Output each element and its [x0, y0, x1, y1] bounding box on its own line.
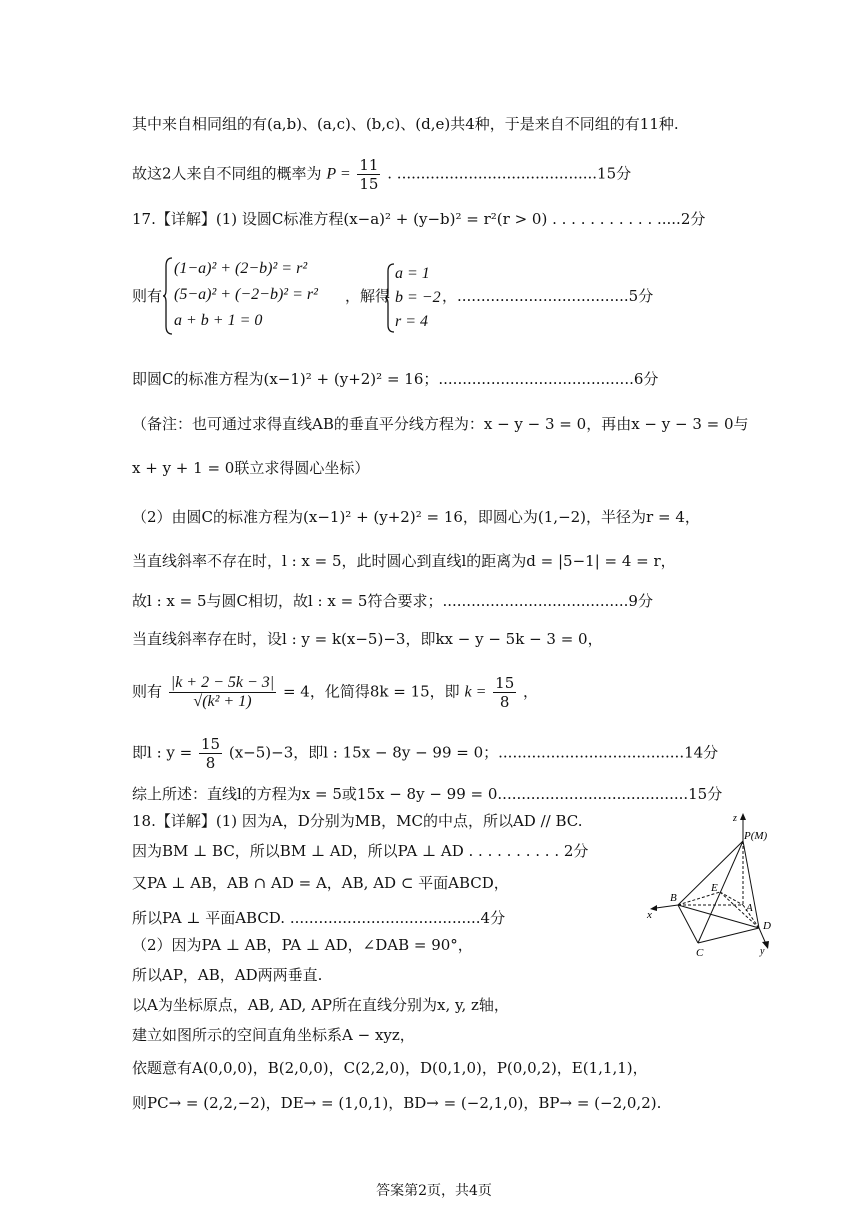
system-eq-3: a + b + 1 = 0 [174, 312, 263, 329]
label-y: y [760, 946, 765, 957]
line-16: 因为BM ⊥ BC，所以BM ⊥ AD，所以PA ⊥ AD . . . . . . . . . . 2分 [132, 842, 589, 860]
edge-CD [698, 928, 759, 943]
solution-system [395, 262, 441, 334]
x-axis [656, 905, 678, 908]
slope-numerator: 15 [200, 735, 221, 753]
line-24: 则PC→ = (2,2,−2)，DE→ = (1,0,1)，BD→ = (−2,1,0)，BP→ = (−2,0,2). [132, 1094, 662, 1112]
k-fraction [493, 674, 516, 711]
fraction-denominator: 15 [359, 175, 379, 193]
z-arrow [740, 813, 746, 820]
line-13 [132, 735, 718, 772]
system-eq-1: (1−a)² + (2−b)² = r² [174, 260, 308, 277]
slope-fraction [199, 735, 222, 772]
fraction-numerator: 11 [359, 156, 379, 174]
line-2-post: . ..........................................15分 [387, 164, 632, 183]
line-12-mid: = 4，化简得8k = 15，即 [282, 682, 460, 701]
label-E: E [711, 882, 718, 894]
line-22: 建立如图所示的空间直角坐标系A − xyz， [132, 1026, 415, 1044]
solution-r: r = 4 [395, 313, 429, 330]
edge-PD [743, 841, 759, 928]
line-12 [132, 674, 538, 711]
k-symbol: k = [464, 683, 487, 701]
line-12-post: ， [523, 682, 539, 701]
line-23: 依题意有A(0,0,0)，B(2,0,0)，C(2,2,0)，D(0,1,0)，P(0,0,2)，E(1,1,1)， [132, 1059, 648, 1077]
label-A: A [746, 902, 753, 914]
distance-fraction [169, 674, 276, 711]
line-8: （2）由圆C的标准方程为(x−1)² + (y+2)² = 16，即圆心为(1,−2)，半径为r = 4， [132, 508, 700, 526]
system-eq-2: (5−a)² + (−2−b)² = r² [174, 286, 318, 303]
label-B: B [670, 892, 677, 904]
line-18: 所以PA ⊥ 平面ABCD. ........................................4分 [132, 909, 506, 927]
equation-system [174, 256, 318, 334]
slope-denominator: 8 [205, 754, 216, 772]
label-z: z [733, 813, 737, 824]
k-denominator: 8 [499, 693, 510, 711]
line-4-mid: ，解得 [345, 287, 391, 305]
line-3: 17.【详解】(1) 设圆C标准方程(x−a)² + (y−b)² = r²(r > 0) . . . . . . . . . . . .....2分 [132, 210, 706, 228]
line-17: 又PA ⊥ AB，AB ∩ AD = A，AB, AD ⊂ 平面ABCD， [132, 874, 509, 892]
line-4-post: ，....................................5分 [442, 287, 654, 305]
line-19: （2）因为PA ⊥ AB，PA ⊥ AD，∠DAB = 90°， [132, 936, 473, 954]
solution-a: a = 1 [395, 265, 430, 282]
label-P: P(M) [744, 830, 768, 842]
line-6: （备注：也可通过求得直线AB的垂直平分线方程为：x − y − 3 = 0，再由x − y − 3 = 0与 [132, 415, 749, 433]
line-9: 当直线斜率不存在时，l : x = 5，此时圆心到直线l的距离为d = |5−1| = 4 = r， [132, 552, 676, 570]
line-11: 当直线斜率存在时，设l : y = k(x−5)−3，即kx − y − 5k − 3 = 0， [132, 630, 603, 648]
line-20: 所以AP，AB，AD两两垂直. [132, 966, 323, 984]
line-12-pre: 则有 [132, 682, 163, 701]
line-2-pre: 故这2人来自不同组的概率为 [132, 164, 322, 183]
line-5: 即圆C的标准方程为(x−1)² + (y+2)² = 16；.........................................6分 [132, 370, 659, 388]
line-14: 综上所述：直线l的方程为x = 5或15x − 8y − 99 = 0........................................15分 [132, 785, 723, 803]
edge-BC [678, 905, 698, 943]
line-7: x + y + 1 = 0联立求得圆心坐标） [132, 459, 370, 477]
probability-symbol: P = [326, 165, 351, 183]
page-footer: 答案第2页，共4页 [376, 1183, 492, 1199]
label-C: C [696, 947, 704, 959]
probability-fraction [357, 156, 380, 193]
geometry-figure [640, 808, 790, 963]
line-13-pre: 即l : y = [132, 743, 193, 762]
edge-PB [678, 841, 743, 905]
line-13-post: (x−5)−3，即l : 15x − 8y − 99 = 0；.......................................14分 [228, 743, 719, 762]
label-D: D [763, 920, 771, 932]
line-1: 其中来自相同组的有(a,b)、(a,c)、(b,c)、(d,e)共4种，于是来自不同组的有11种. [132, 115, 679, 133]
solution-b: b = −2 [395, 289, 441, 306]
line-10: 故l : x = 5与圆C相切，故l : x = 5符合要求；.......................................9分 [132, 592, 653, 610]
distance-denominator: √(k² + 1) [193, 693, 252, 710]
line-4-label: 则有 [132, 287, 163, 305]
distance-numerator: |k + 2 − 5k − 3| [170, 674, 275, 691]
label-x: x [647, 909, 652, 921]
k-numerator: 15 [495, 674, 515, 692]
line-21: 以A为坐标原点，AB, AD, AP所在直线分别为x, y, z轴， [132, 996, 509, 1014]
left-brace-1 [162, 256, 174, 336]
line-2 [132, 156, 631, 193]
line-15: 18.【详解】(1) 因为A，D分别为MB，MC的中点，所以AD // BC. [132, 812, 583, 830]
